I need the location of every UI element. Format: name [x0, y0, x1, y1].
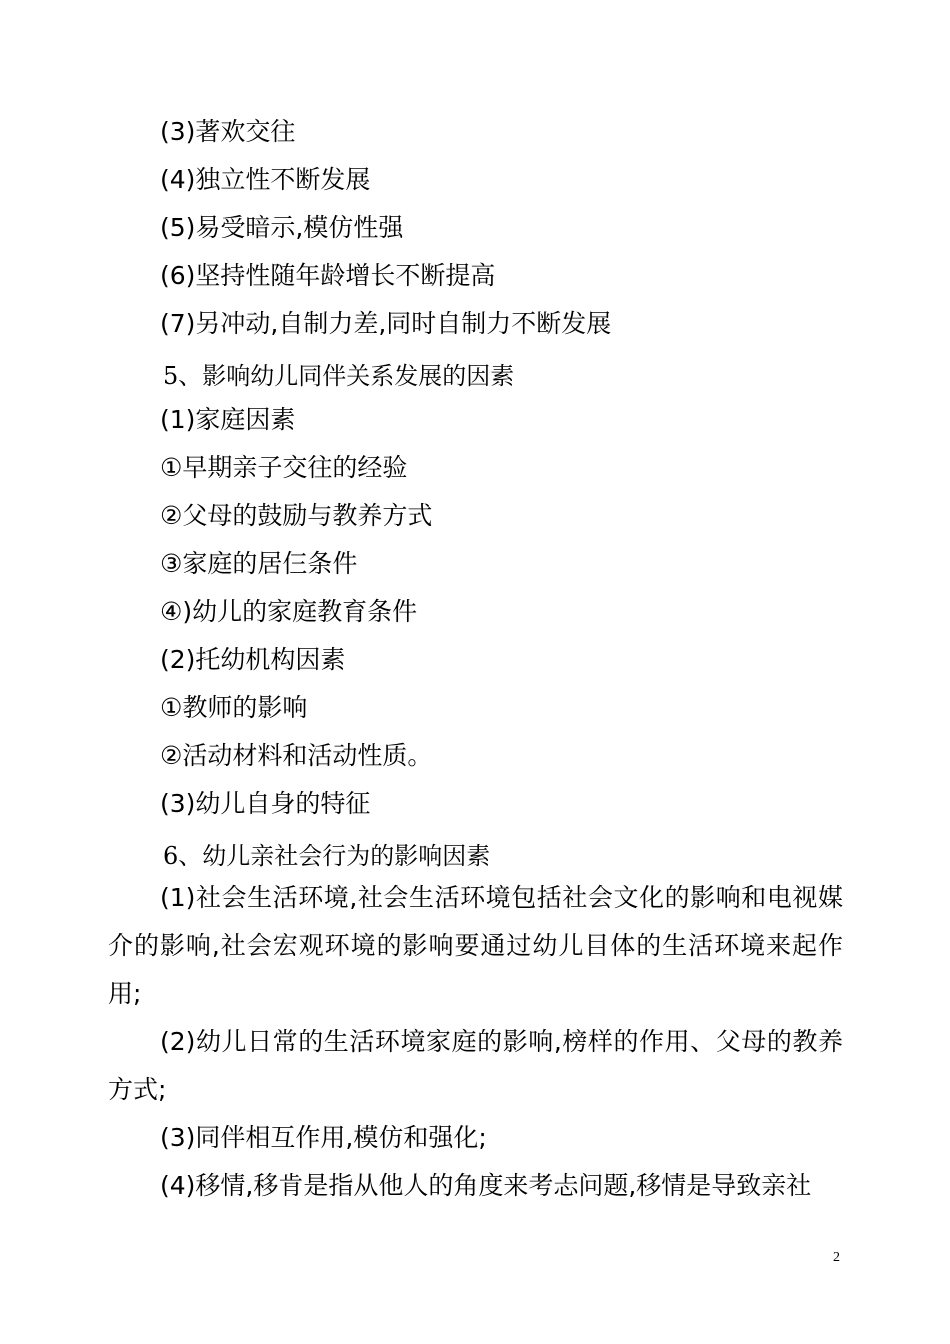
list-item: (3)著欢交往 — [160, 117, 296, 146]
list-item: (1)家庭因素 — [160, 405, 296, 434]
list-item: (4)独立性不断发展 — [160, 165, 371, 194]
list-item: (2)托幼机构因素 — [160, 645, 346, 674]
list-item: (3)幼儿自身的特征 — [160, 789, 371, 818]
list-item: ①教师的影响 — [160, 693, 308, 722]
section-heading: 5、影响幼儿同伴关系发展的因素 — [163, 362, 515, 390]
paragraph: (4)移情,移肯是指从他人的角度来考忐问题,移情是导致亲社 — [160, 1171, 812, 1200]
list-item: ④)幼儿的家庭教育条件 — [160, 597, 418, 626]
list-item: (6)坚持性随年龄增长不断提高 — [160, 261, 496, 290]
list-item: (7)另冲动,自制力差,同时自制力不断发展 — [160, 309, 612, 338]
list-item: ②活动材料和活动性质。 — [160, 741, 433, 770]
list-item: ②父母的鼓励与教养方式 — [160, 501, 433, 530]
paragraph: (1)社会生活环境,社会生活环境包括社会文化的影响和电视媒介的影响,社会宏观环境的影响要通过幼儿目体的生活环境来起作用; — [108, 883, 843, 1008]
section-heading: 6、幼儿亲社会行为的影响因素 — [163, 842, 491, 870]
list-item: ③家庭的居仨条件 — [160, 549, 358, 578]
list-item: (5)易受暗示,模仿性强 — [160, 213, 404, 242]
paragraph: (3)同伴相互作用,模仿和强化; — [160, 1123, 487, 1152]
paragraph: (2)幼儿日常的生活环境家庭的影响,榜样的作用、父母的教养方式; — [108, 1027, 843, 1104]
list-item: ①早期亲子交往的经验 — [160, 453, 408, 482]
page-number: 2 — [833, 1250, 840, 1265]
